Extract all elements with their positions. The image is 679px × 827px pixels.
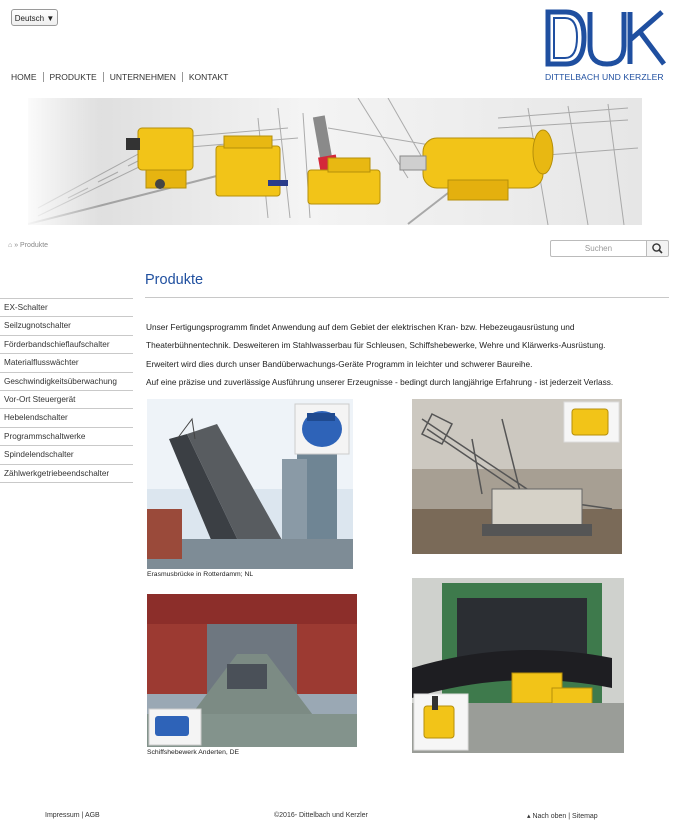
logo-subtitle: DITTELBACH UND KERZLER bbox=[545, 72, 664, 82]
breadcrumb-separator: » bbox=[14, 242, 19, 249]
sidebar-item-seilzugnotschalter[interactable]: Seilzugnotschalter bbox=[0, 316, 133, 334]
footer-links-right[interactable]: ▴ Nach oben | Sitemap bbox=[527, 813, 598, 820]
sidebar-item-ex-schalter[interactable]: EX-Schalter bbox=[0, 298, 133, 316]
sidebar-item-zaehlwerkgetriebeendschalter[interactable]: Zählwerkgetriebeendschalter bbox=[0, 464, 133, 483]
title-divider bbox=[145, 297, 669, 298]
sidebar-item-foerderbandschieflaufschalter[interactable]: Förderbandschieflaufschalter bbox=[0, 335, 133, 353]
sidebar-item-programmschaltwerke[interactable]: Programmschaltwerke bbox=[0, 427, 133, 445]
search-button[interactable] bbox=[646, 240, 669, 257]
header-banner bbox=[28, 98, 642, 225]
home-icon[interactable]: ⌂ bbox=[8, 242, 13, 249]
sidebar-item-geschwindigkeitsueberwachung[interactable]: Geschwindigkeitsüberwachung bbox=[0, 372, 133, 390]
intro-line: Theaterbühnentechnik. Desweiteren im Stahlwasserbau für Schleusen, Schiffshebewerke, Wehre und Klärwerks-Ausrüstung. bbox=[146, 340, 606, 350]
sidebar-item-spindelendschalter[interactable]: Spindelendschalter bbox=[0, 445, 133, 463]
intro-line: Erweitert wird dies durch unser Bandüberwachungs-Geräte Programm in leichter und schwerer Baureihe. bbox=[146, 359, 533, 369]
sidebar-item-materialflusswaechter[interactable]: Materialflusswächter bbox=[0, 353, 133, 371]
photo-conveyor-belt bbox=[412, 578, 624, 753]
intro-line: Auf eine präzise und zuverlässige Ausführung unserer Erzeugnisse - bedingt durch langjährige Erfahrung - ist jederzeit Verlass. bbox=[146, 377, 614, 387]
sidebar-item-vor-ort-steuergeraet[interactable]: Vor-Ort Steuergerät bbox=[0, 390, 133, 408]
search-icon bbox=[647, 241, 668, 256]
photo-ship-lift-anderten bbox=[147, 594, 357, 747]
nav-kontakt[interactable]: KONTAKT bbox=[182, 72, 235, 82]
top-nav bbox=[11, 72, 234, 82]
footer-links-left[interactable]: Impressum | AGB bbox=[45, 812, 100, 819]
photo-erasmus-bridge bbox=[147, 399, 353, 569]
intro-line: Unser Fertigungsprogramm findet Anwendung auf dem Gebiet der elektrischen Kran- bzw. Hebezeugausrüstung und bbox=[146, 322, 575, 332]
page-title: Produkte bbox=[145, 272, 204, 288]
nav-produkte[interactable]: PRODUKTE bbox=[43, 72, 103, 82]
caption-erasmus-bridge: Erasmusbrücke in Rotterdamm; NL bbox=[147, 571, 254, 578]
banner-image bbox=[28, 98, 642, 225]
search-input[interactable]: Suchen bbox=[550, 240, 647, 257]
breadcrumb-current: Produkte bbox=[20, 242, 49, 249]
breadcrumb bbox=[8, 242, 48, 249]
nav-home[interactable]: HOME bbox=[11, 72, 37, 82]
language-select[interactable]: Deutsch ▼ bbox=[11, 9, 58, 26]
footer-copyright: ©2016- Dittelbach und Kerzler bbox=[274, 812, 368, 819]
caption-ship-lift-anderten: Schiffshebewerk Anderten, DE bbox=[147, 749, 240, 756]
nav-unternehmen[interactable]: UNTERNEHMEN bbox=[103, 72, 182, 82]
photo-bucket-wheel-excavator bbox=[412, 399, 622, 554]
sidebar bbox=[0, 298, 133, 483]
sidebar-item-hebelendschalter[interactable]: Hebelendschalter bbox=[0, 408, 133, 426]
